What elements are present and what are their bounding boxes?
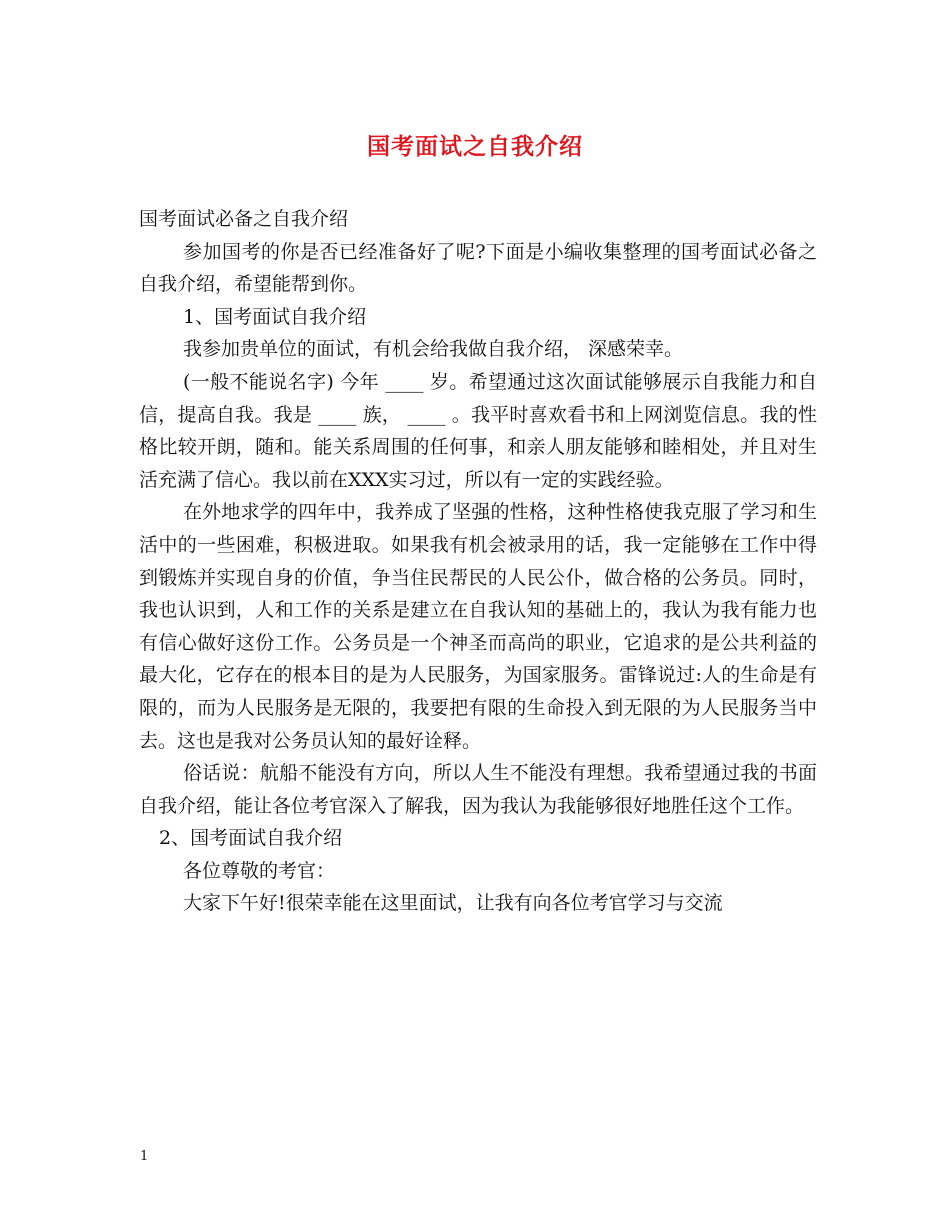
paragraph: 我参加贵单位的面试，有机会给我做自我介绍， 深感荣幸。: [183, 338, 684, 361]
paragraph: 大家下午好!很荣幸能在这里面试，让我有向各位考官学习与交流: [183, 892, 723, 915]
document-body: [139, 203, 817, 920]
paragraph: 国考面试必备之自我介绍: [139, 208, 349, 230]
paragraph: 在外地求学的四年中，我养成了坚强的性格，这种性格使我克服了学习和生活中的一些困难，积极进取。如果我有机会被录用的话，我一定能够在工作中得到锻炼并实现自身的价值，争当住民帮民的人民公仆，做合格的公务员。同时，我也认识到，人和工作的关系是建立在自我认知的基础上的，我认为我有能力也有信心做好这份工作。公务员是一个神圣而高尚的职业，它追求的是公共利益的最大化，它存在的根本目的是为人民服务，为国家服务。雷锋说过:人的生命是有限的，而为人民服务是无限的，我要把有限的生命投入到无限的为人民服务当中去。这也是我对公务员认知的最好诠释。: [139, 501, 817, 752]
paragraph: 俗话说：航船不能没有方向，所以人生不能没有理想。我希望通过我的书面自我介绍，能让各位考官深入了解我，因为我认为我能够很好地胜任这个工作。: [139, 762, 817, 817]
section-heading: 2、国考面试自我介绍: [159, 827, 343, 850]
document-title: 国考面试之自我介绍: [367, 133, 583, 160]
paragraph: 参加国考的你是否已经准备好了呢?下面是小编收集整理的国考面试必备之自我介绍，希望能帮到你。: [139, 240, 817, 296]
section-heading: 1、国考面试自我介绍: [183, 305, 367, 328]
page-number: 1: [140, 1149, 149, 1164]
paragraph: 各位尊敬的考官：: [183, 859, 336, 882]
paragraph: (一般不能说名字) 今年 ____ 岁。希望通过这次面试能够展示自我能力和自信，提高自我。我是 ____ 族， ____ 。我平时喜欢看书和上网浏览信息。我的性格比较开朗，随和。能关系周围的任何事，和亲人朋友能够和睦相处，并且对生活充满了信心。我以前在XXX实习过，所以有一定的实践经验。: [139, 370, 817, 491]
